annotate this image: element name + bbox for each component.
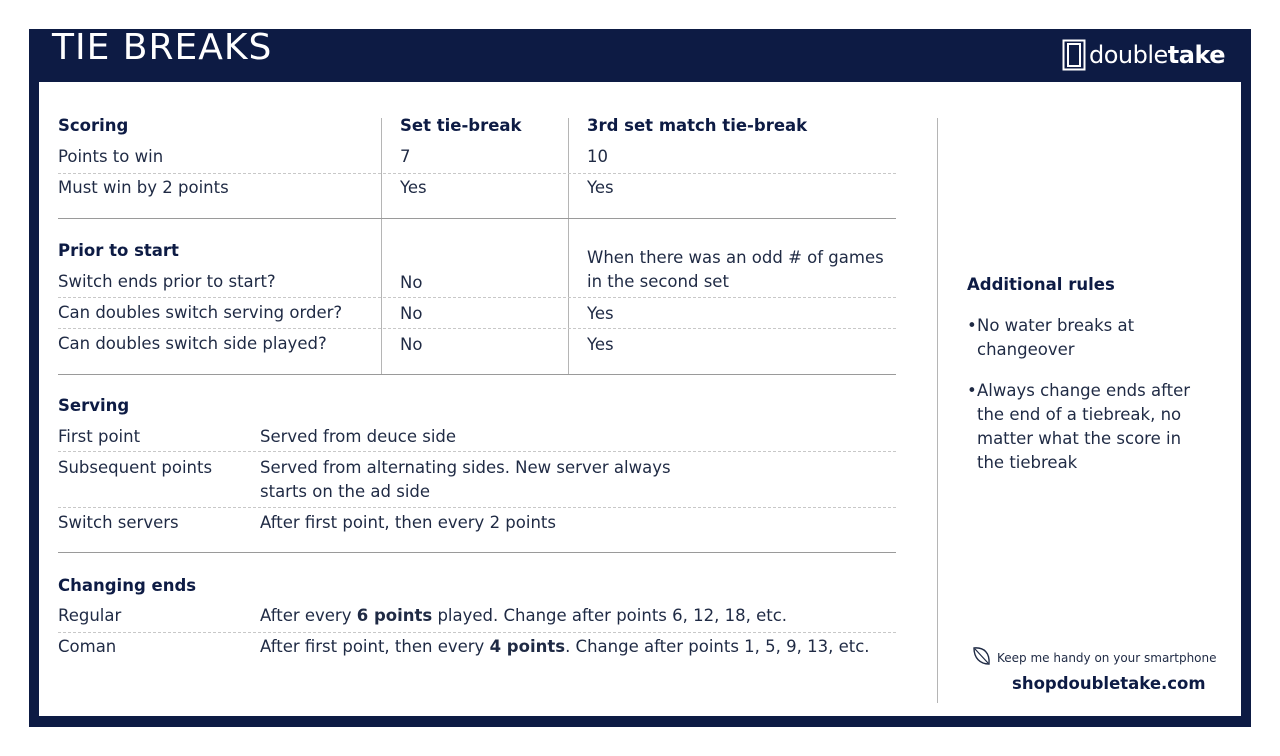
page-title: TIE BREAKS [52, 27, 273, 68]
row-label: Switch servers [58, 513, 179, 532]
bullet-item [967, 314, 1207, 362]
phone-logo-icon [1062, 39, 1086, 71]
row-value: No [400, 273, 423, 292]
col-match-tiebreak: 3rd set match tie-break [587, 116, 808, 135]
section-divider [58, 218, 896, 219]
leaf-icon [971, 645, 993, 671]
row-value: Yes [400, 178, 427, 197]
value-text: played. Change after points 6, 12, 18, etc. [432, 606, 788, 625]
row-divider [58, 451, 896, 452]
section-divider [58, 374, 896, 375]
row-value: Yes [587, 304, 614, 323]
row-value: After first point, then every 2 points [260, 513, 556, 532]
row-value: No [400, 335, 423, 354]
footer-tagline [971, 645, 1217, 671]
value-text: . Change after points 1, 5, 9, 13, etc. [565, 637, 870, 656]
brand-name-bold: take [1167, 41, 1226, 69]
row-divider [58, 297, 896, 298]
row-value: When there was an odd # of games in the second set [587, 248, 884, 291]
row-value: No [400, 304, 423, 323]
row-label: Points to win [58, 147, 164, 166]
row-value: Yes [587, 335, 614, 354]
scoring-heading: Scoring [58, 116, 129, 135]
row-value: 7 [400, 147, 411, 166]
bullet-item [967, 379, 1207, 475]
value-emphasis: 4 points [489, 637, 566, 656]
serving-heading: Serving [58, 396, 130, 415]
row-divider [58, 328, 896, 329]
bullet-dot: • [967, 316, 977, 335]
column-divider-1 [381, 118, 382, 374]
row-value: 10 [587, 147, 608, 166]
row-value [260, 635, 870, 659]
bullet-text: No water breaks at changeover [977, 316, 1135, 359]
row-label: Coman [58, 637, 117, 656]
row-value [260, 604, 787, 628]
row-value: Served from alternating sides. New server always starts on the ad side [260, 458, 671, 501]
brand-logo [1062, 40, 1225, 70]
row-label: First point [58, 427, 141, 446]
brand-name-regular: double [1089, 41, 1168, 69]
tagline-text: Keep me handy on your smartphone [997, 651, 1217, 665]
value-emphasis: 6 points [356, 606, 433, 625]
row-value: Served from deuce side [260, 427, 457, 446]
value-text: After every [260, 606, 357, 625]
shop-url-link[interactable]: shopdoubletake.com [1012, 674, 1206, 693]
column-divider-2 [568, 118, 569, 374]
row-label: Subsequent points [58, 458, 213, 477]
value-text: After first point, then every [260, 637, 490, 656]
section-divider [58, 552, 896, 553]
row-divider [58, 507, 896, 508]
row-label: Can doubles switch serving order? [58, 303, 343, 322]
col-set-tiebreak: Set tie-break [400, 116, 522, 135]
additional-heading: Additional rules [967, 275, 1115, 294]
sidebar-divider [937, 118, 938, 703]
row-label: Switch ends prior to start? [58, 272, 276, 291]
row-value: Yes [587, 178, 614, 197]
row-label: Can doubles switch side played? [58, 334, 327, 353]
row-label: Regular [58, 606, 122, 625]
row-divider [58, 173, 896, 174]
bullet-text: Always change ends after the end of a tiebreak, no matter what the score in the tiebreak [977, 381, 1191, 472]
row-divider [58, 632, 896, 633]
changing-heading: Changing ends [58, 576, 197, 595]
prior-heading: Prior to start [58, 241, 179, 260]
brand-name [1089, 43, 1225, 67]
row-label: Must win by 2 points [58, 178, 229, 197]
bullet-dot: • [967, 381, 977, 400]
